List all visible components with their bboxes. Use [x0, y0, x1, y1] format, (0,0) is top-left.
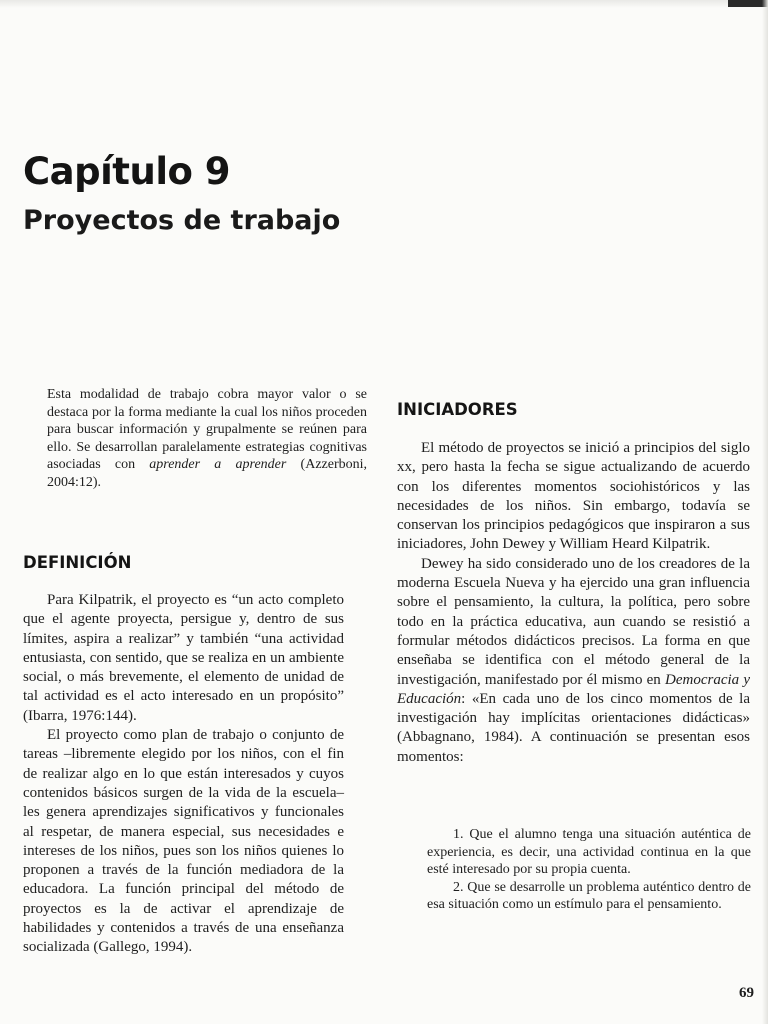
iniciadores-body: [397, 439, 750, 767]
chapter-subtitle: Proyectos de trabajo: [23, 205, 341, 236]
definicion-paragraph-1: Para Kilpatrik, el proyecto es “un acto completo que el agente proyecta, persigue y, dentro de sus límites, aspira a realizar” y también “una actividad entusiasta, con sentido, que se realiza en un ambiente social, o más brevemente, el elemento de unidad de tal actividad es el acto interesado en un propósito” (Ibarra, 1976:144).: [23, 592, 344, 724]
epigraph-citation: (Azzerboni, 2004:12).: [47, 457, 368, 490]
moments-list: [427, 826, 751, 914]
definicion-body: [23, 591, 344, 958]
iniciadores-p2-text: Dewey ha sido considerado uno de los creadores de la moderna Escuela Nueva y ha ejercido una gran influencia sobre el pensamiento, la cultura, la política, pero sobre todo en la práctica educativa, aun cuando se resistió a formular métodos didácticos precisos. La forma en que enseñaba se identifica con el método general de la investigación, manifestado por él mismo en: [397, 555, 750, 688]
iniciadores-p2-rest: : «En cada uno de los cinco momentos de la investigación hay implícitas orientaciones didácticas» (Abbagnano, 1984). A continuación se presentan esos momentos:: [397, 690, 750, 765]
page-right-edge: [762, 0, 768, 1024]
moment-item: 2. Que se desarrolle un problema auténtico dentro de esa situación como un estímulo para el pensamiento.: [427, 879, 751, 913]
chapter-title: Capítulo 9: [23, 150, 231, 193]
moment-item: 1. Que el alumno tenga una situación auténtica de experiencia, es decir, una actividad continua en la que esté interesado por su propia cuenta.: [427, 827, 751, 878]
epigraph: [47, 386, 367, 491]
iniciadores-p2-italic: Democracia y Educación: [397, 671, 750, 707]
iniciadores-paragraph-2: [397, 555, 750, 767]
page-number: 69: [739, 985, 754, 1001]
iniciadores-paragraph-1: El método de proyectos se inició a principios del siglo xx, pero hasta la fecha se sigue actualizando de acuerdo con los diferentes momentos sociohistóricos y las necesidades de los niños. Sin embargo, todavía se conservan los principios pedagógicos que inspiraron a sus iniciadores, John Dewey y William Heard Kilpatrik.: [397, 440, 750, 553]
page-top-shadow: [0, 0, 768, 8]
definicion-heading: DEFINICIÓN: [23, 553, 132, 572]
iniciadores-heading: INICIADORES: [397, 400, 518, 419]
epigraph-text: Esta modalidad de trabajo cobra mayor valor o se destaca por la forma mediante la cual los niños proceden para buscar información y grupalmente se reúnen para ello. Se desarrollan paralelamente estrategias cognitivas asociadas con: [47, 387, 367, 472]
definicion-paragraph-2: El proyecto como plan de trabajo o conjunto de tareas –libremente elegido por los niños, con el fin de realizar algo en lo que están interesados y cuyos contenidos básicos surgen de la vida de la escuela– les genera aprendizajes significativos y funcionales al respetar, de manera especial, sus necesidades e intereses de los niños, pues son los niños quienes lo proponen a través de la función mediadora de la educadora. La función principal del método de proyectos es la de activar el aprendizaje de habilidades y contenidos a través de una enseñanza socializada (Gallego, 1994).: [23, 727, 344, 956]
epigraph-italic: aprender a aprender: [149, 457, 287, 472]
